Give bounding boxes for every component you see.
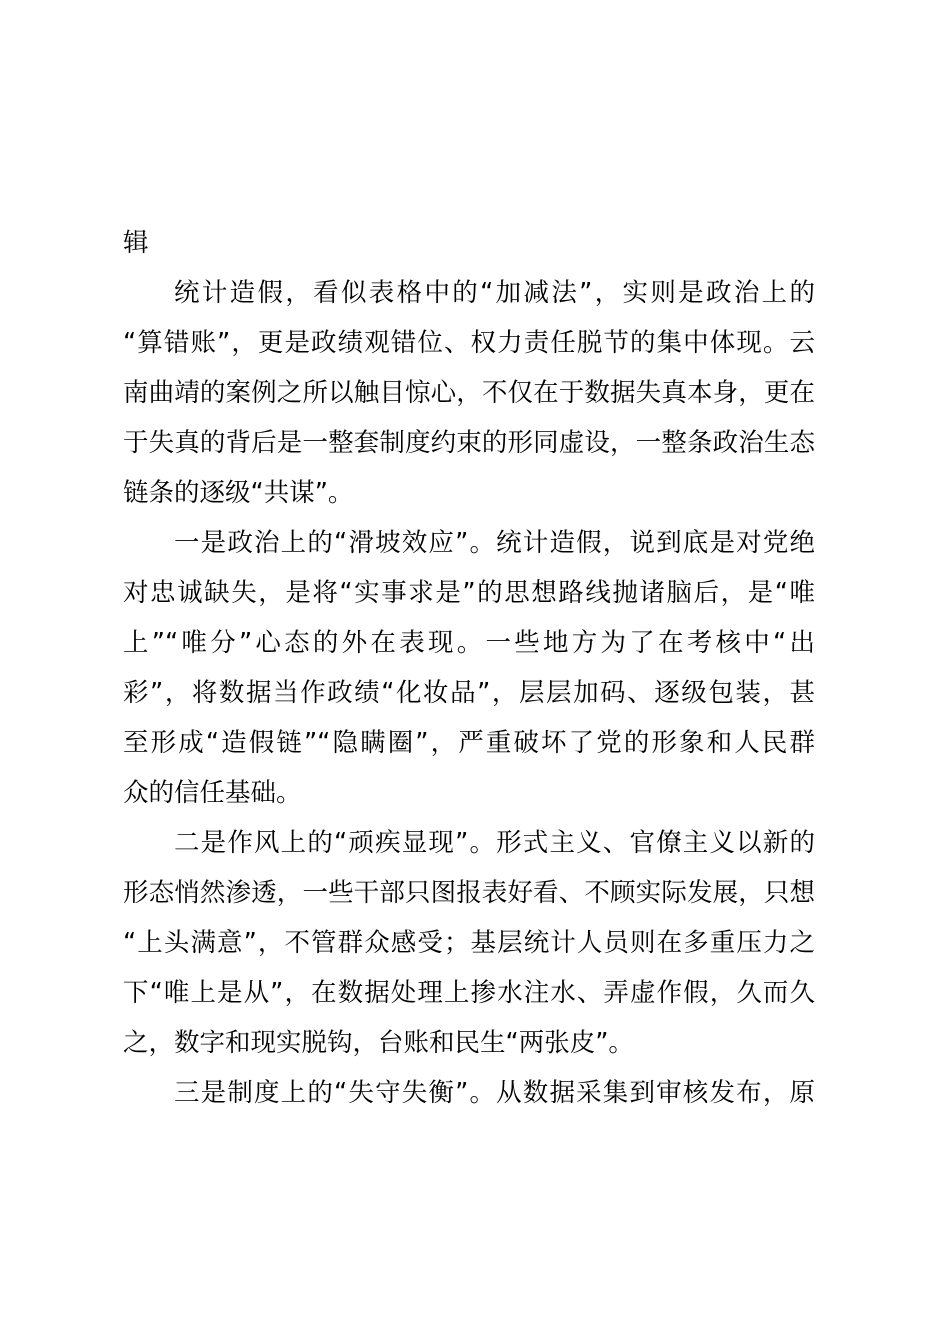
text-line: 于失真的背后是一整套制度约束的形同虚设，一整条政治生态 — [123, 428, 815, 458]
text-line: 形态悄然渗透，一些干部只图报表好看、不顾实际发展，只想 — [123, 878, 815, 908]
text-line: 一是政治上的“滑坡效应”。统计造假，说到底是对党绝 — [174, 528, 815, 558]
paragraph-point-two — [123, 818, 815, 1068]
paragraph-point-one — [123, 518, 815, 818]
body-text — [123, 218, 815, 1118]
text-line: 众的信任基础。 — [123, 778, 302, 808]
text-line: 上”“唯分”心态的外在表现。一些地方为了在考核中“出 — [123, 628, 815, 658]
text-line: 链条的逐级“共谋”。 — [123, 478, 354, 508]
paragraph-intro — [123, 268, 815, 518]
text-line: 三是制度上的“失守失衡”。从数据采集到审核发布，原 — [174, 1078, 815, 1108]
text-line: 彩”，将数据当作政绩“化妆品”，层层加码、逐级包装，甚 — [123, 678, 815, 708]
text-line: 至形成“造假链”“隐瞒圈”，严重破坏了党的形象和人民群 — [123, 728, 815, 758]
text-line: 二是作风上的“顽疾显现”。形式主义、官僚主义以新的 — [174, 828, 815, 858]
paragraph-point-three — [123, 1068, 815, 1118]
text-line: 统计造假，看似表格中的“加减法”，实则是政治上的 — [174, 278, 815, 308]
text-line: 辑 — [123, 228, 149, 258]
text-line: 南曲靖的案例之所以触目惊心，不仅在于数据失真本身，更在 — [123, 378, 815, 408]
text-line: “算错账”，更是政绩观错位、权力责任脱节的集中体现。云 — [123, 328, 815, 358]
text-line: 之，数字和现实脱钩，台账和民生“两张皮”。 — [123, 1028, 634, 1058]
paragraph-continuation — [123, 218, 815, 268]
text-line: 下“唯上是从”，在数据处理上掺水注水、弄虚作假，久而久 — [123, 978, 815, 1008]
text-line: “上头满意”，不管群众感受；基层统计人员则在多重压力之 — [123, 928, 815, 958]
text-line: 对忠诚缺失，是将“实事求是”的思想路线抛诸脑后，是“唯 — [123, 578, 815, 608]
